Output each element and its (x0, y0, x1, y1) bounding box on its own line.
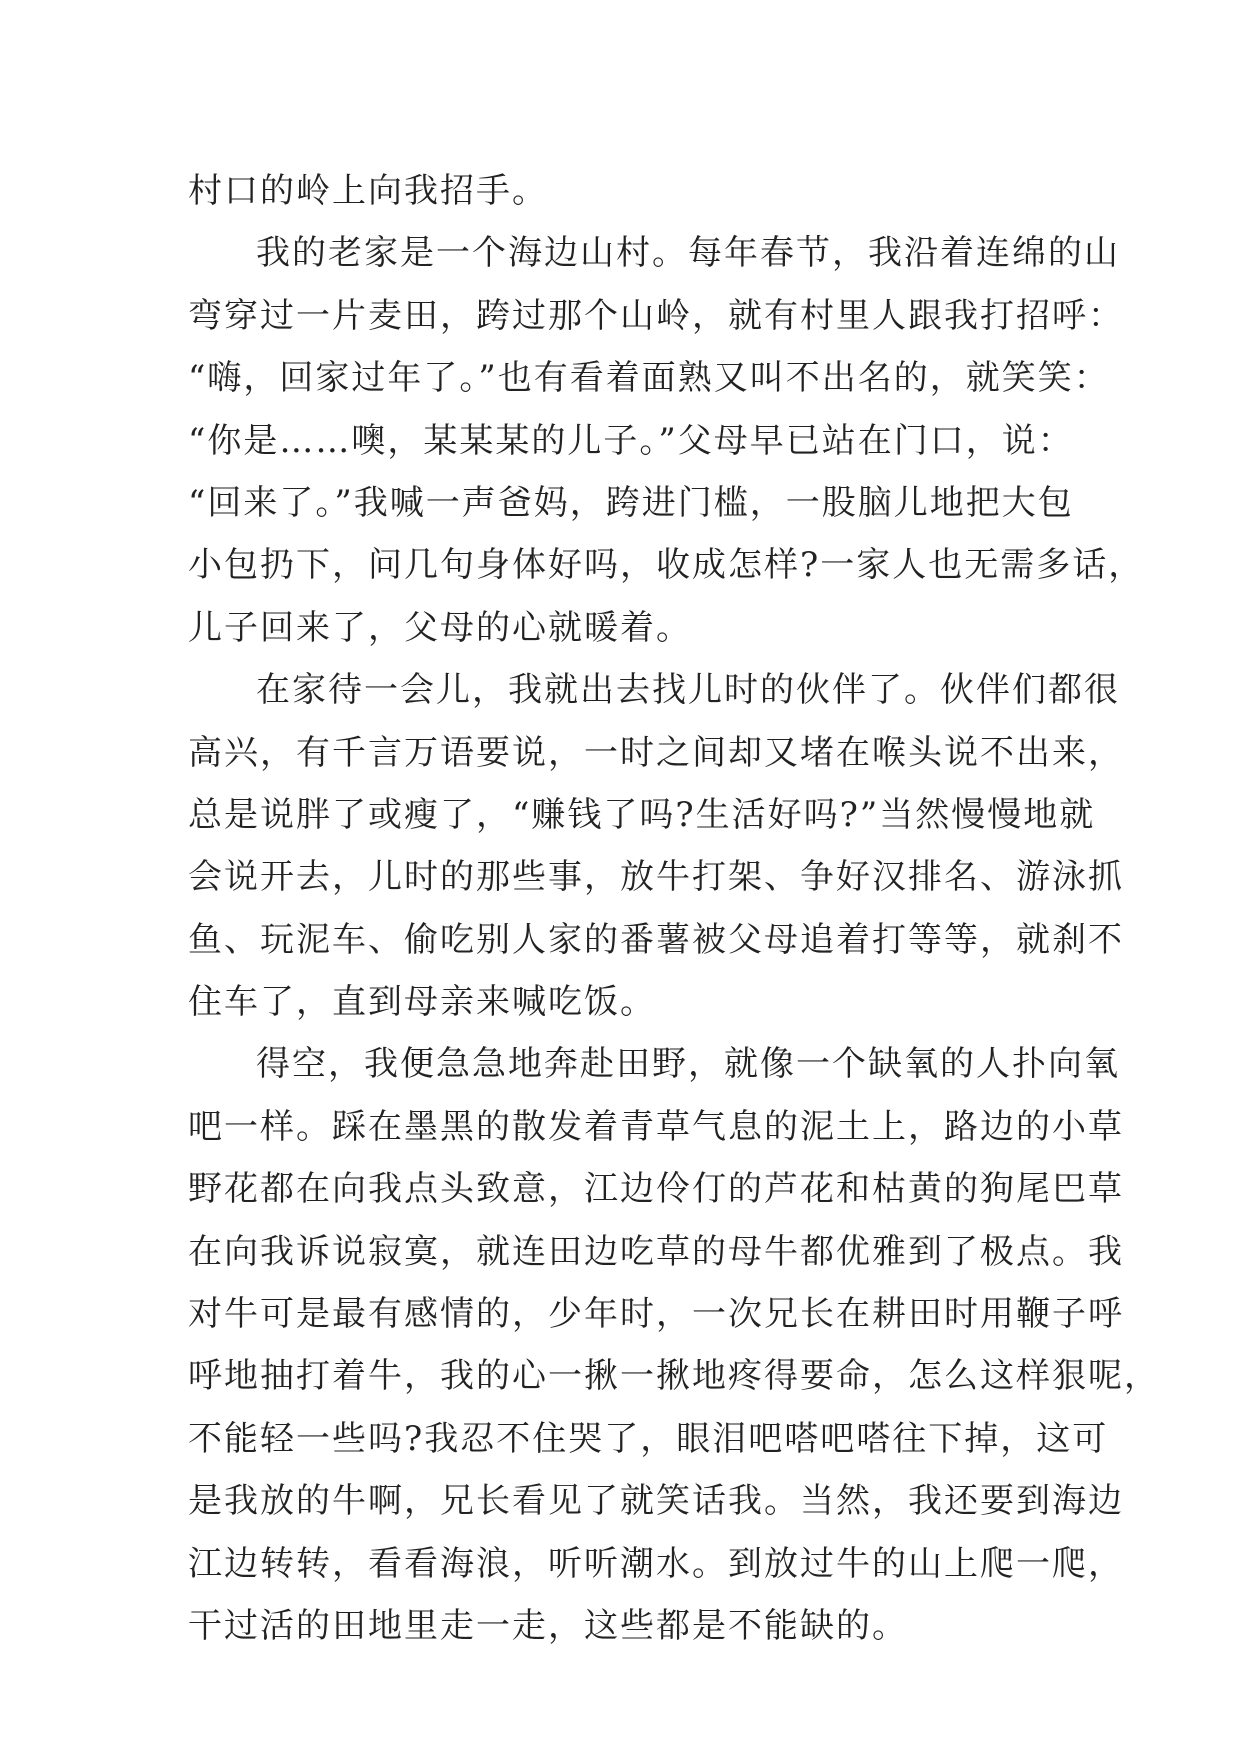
text-line: 弯穿过一片麦田，跨过那个山岭，就有村里人跟我打招呼： (188, 295, 1124, 336)
text-line: 对牛可是最有感情的，少年时，一次兄长在耕田时用鞭子呼 (188, 1294, 1124, 1335)
text-line: “你是……噢，某某某的儿子。”父母早已站在门口，说： (188, 420, 1074, 461)
text-line: 不能轻一些吗?我忍不住哭了，眼泪吧嗒吧嗒往下掉，这可 (188, 1418, 1109, 1459)
text-line: 野花都在向我点头致意，江边伶仃的芦花和枯黄的狗尾巴草 (188, 1169, 1124, 1210)
text-line: 会说开去，儿时的那些事，放牛打架、争好汉排名、游泳抓 (188, 857, 1124, 898)
paragraph-start-line: 在家待一会儿，我就出去找儿时的伙伴了。伙伴们都很 (256, 670, 1120, 711)
text-line: 是我放的牛啊，兄长看见了就笑话我。当然，我还要到海边 (188, 1481, 1124, 1522)
text-line: 住车了，直到母亲来喊吃饭。 (188, 982, 656, 1023)
text-line: “回来了。”我喊一声爸妈，跨进门槛，一股脑儿地把大包 (188, 482, 1074, 523)
text-line: “嗨，回家过年了。”也有看着面熟又叫不出名的，就笑笑： (188, 358, 1110, 399)
text-line: 江边转转，看看海浪，听听潮水。到放过牛的山上爬一爬， (188, 1543, 1124, 1584)
text-line: 高兴，有千言万语要说，一时之间却又堵在喉头说不出来， (188, 732, 1124, 773)
text-line: 总是说胖了或瘦了，“赚钱了吗?生活好吗?”当然慢慢地就 (188, 794, 1096, 835)
text-line: 在向我诉说寂寞，就连田边吃草的母牛都优雅到了极点。我 (188, 1231, 1124, 1272)
text-line: 吧一样。踩在墨黑的散发着青草气息的泥土上，路边的小草 (188, 1106, 1124, 1147)
text-line: 呼地抽打着牛，我的心一揪一揪地疼得要命，怎么这样狠呢， (188, 1356, 1160, 1397)
text-line: 干过活的田地里走一走，这些都是不能缺的。 (188, 1605, 908, 1646)
essay-text (188, 160, 1160, 1657)
text-line: 村口的岭上向我招手。 (188, 171, 548, 211)
text-line: 儿子回来了，父母的心就暖着。 (188, 607, 692, 648)
paragraph-start-line: 我的老家是一个海边山村。每年春节，我沿着连绵的山 (256, 233, 1120, 274)
text-line: 小包扔下，问几句身体好吗，收成怎样?一家人也无需多话， (188, 545, 1145, 586)
text-line: 鱼、玩泥车、偷吃别人家的番薯被父母追着打等等，就刹不 (188, 919, 1124, 960)
paragraph-start-line: 得空，我便急急地奔赴田野，就像一个缺氧的人扑向氧 (256, 1044, 1120, 1085)
